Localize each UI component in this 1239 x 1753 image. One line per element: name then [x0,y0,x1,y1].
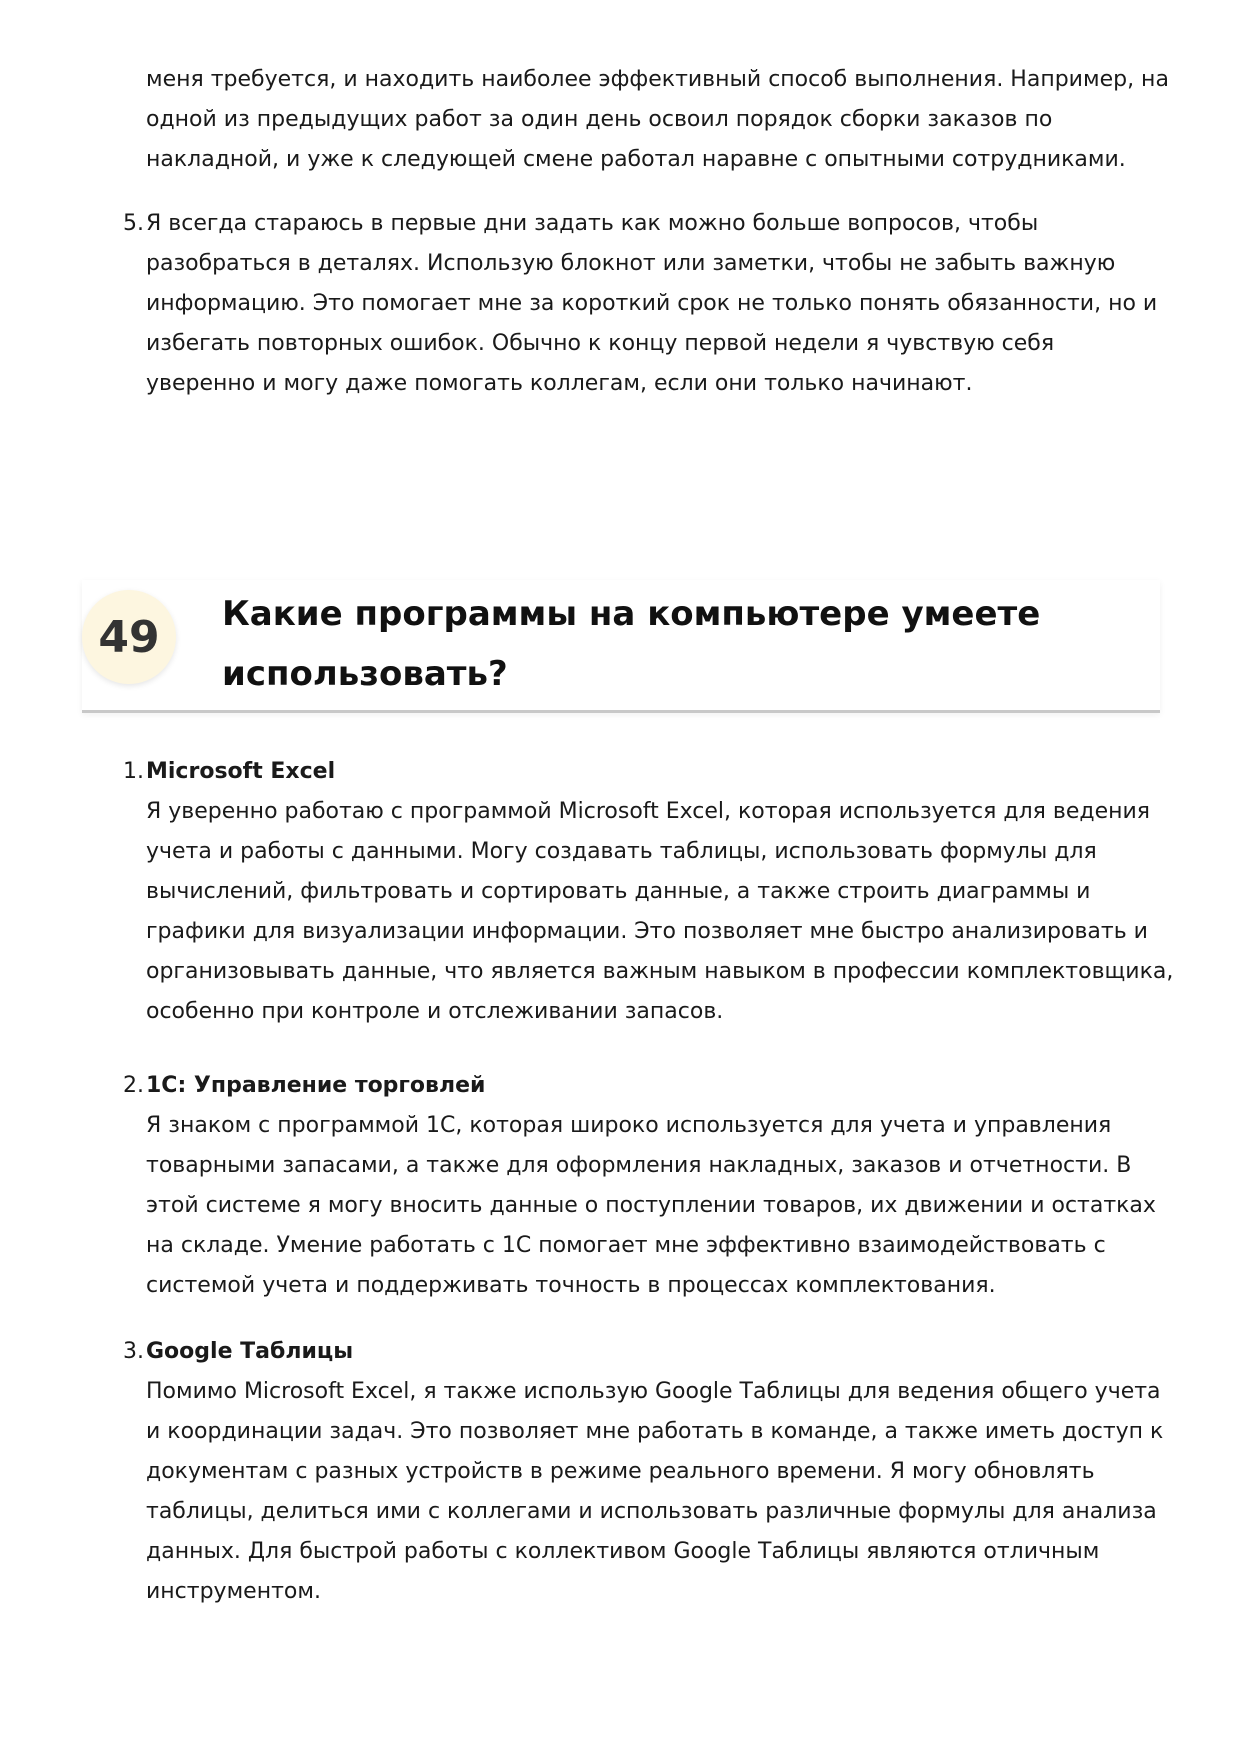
text-line: этой системе я могу вносить данные о поступлении товаров, их движении и остатках [146,1193,1156,1218]
question-title [222,584,1142,704]
text-line: графики для визуализации информации. Это позволяет мне быстро анализировать и [146,919,1148,944]
text-line: на складе. Умение работать с 1С помогает мне эффективно взаимодействовать с [146,1233,1106,1258]
text-line: накладной, и уже к следующей смене работал наравне с опытными сотрудниками. [146,147,1126,172]
text-line: Я знаком с программой 1С, которая широко используется для учета и управления [146,1113,1112,1138]
text-line: меня требуется, и находить наиболее эффективный способ выполнения. Например, на [146,67,1169,92]
text-line: уверенно и могу даже помогать коллегам, если они только начинают. [146,371,973,396]
text-line: особенно при контроле и отслеживании запасов. [146,999,724,1024]
text-line: Я уверенно работаю с программой Microsoft Excel, которая используется для ведения [146,799,1151,824]
text-line: Помимо Microsoft Excel, я также использую Google Таблицы для ведения общего учета [146,1379,1161,1404]
text-line: информацию. Это помогает мне за короткий срок не только понять обязанности, но и [146,291,1158,316]
answer-item-google-sheets [123,1332,1166,1612]
list-number: 2. [123,1073,144,1098]
continuation-paragraph [146,60,1169,180]
question-number-badge: 49 [82,590,176,684]
text-line: учета и работы с данными. Могу создавать таблицы, использовать формулы для [146,839,1097,864]
text-line: Я всегда стараюсь в первые дни задать как можно больше вопросов, чтобы [146,211,1039,236]
answer-title: Google Таблицы [146,1339,354,1364]
text-line: товарными запасами, а также для оформления накладных, заказов и отчетности. В [146,1153,1132,1178]
text-line: избегать повторных ошибок. Обычно к концу первой недели я чувствую себя [146,331,1055,356]
answer-title: 1С: Управление торговлей [146,1073,486,1098]
answer-item-1c [123,1066,1166,1306]
list-number: 5. [123,211,144,236]
text-line: системой учета и поддерживать точность в процессах комплектования. [146,1273,996,1298]
question-header [82,580,1160,713]
text-line: организовывать данные, что является важным навыком в профессии комплектовщика, [146,959,1174,984]
text-line: данных. Для быстрой работы с коллективом Google Таблицы являются отличным [146,1539,1100,1564]
text-line: разобраться в деталях. Использую блокнот или заметки, чтобы не забыть важную [146,251,1116,276]
list-item-5 [123,204,1166,404]
text-line: одной из предыдущих работ за один день освоил порядок сборки заказов по [146,107,1053,132]
answer-item-excel [123,752,1174,1032]
answer-title: Microsoft Excel [146,759,336,784]
text-line: документам с разных устройств в режиме реального времени. Я могу обновлять [146,1459,1095,1484]
list-number: 1. [123,759,144,784]
question-title-line: использовать? [222,654,508,694]
list-number: 3. [123,1339,144,1364]
text-line: инструментом. [146,1579,321,1604]
text-line: и координации задач. Это позволяет мне работать в команде, а также иметь доступ к [146,1419,1164,1444]
question-title-line: Какие программы на компьютере умеете [222,594,1041,634]
text-line: таблицы, делиться ими с коллегами и использовать различные формулы для анализа [146,1499,1157,1524]
text-line: вычислений, фильтровать и сортировать данные, а также строить диаграммы и [146,879,1091,904]
